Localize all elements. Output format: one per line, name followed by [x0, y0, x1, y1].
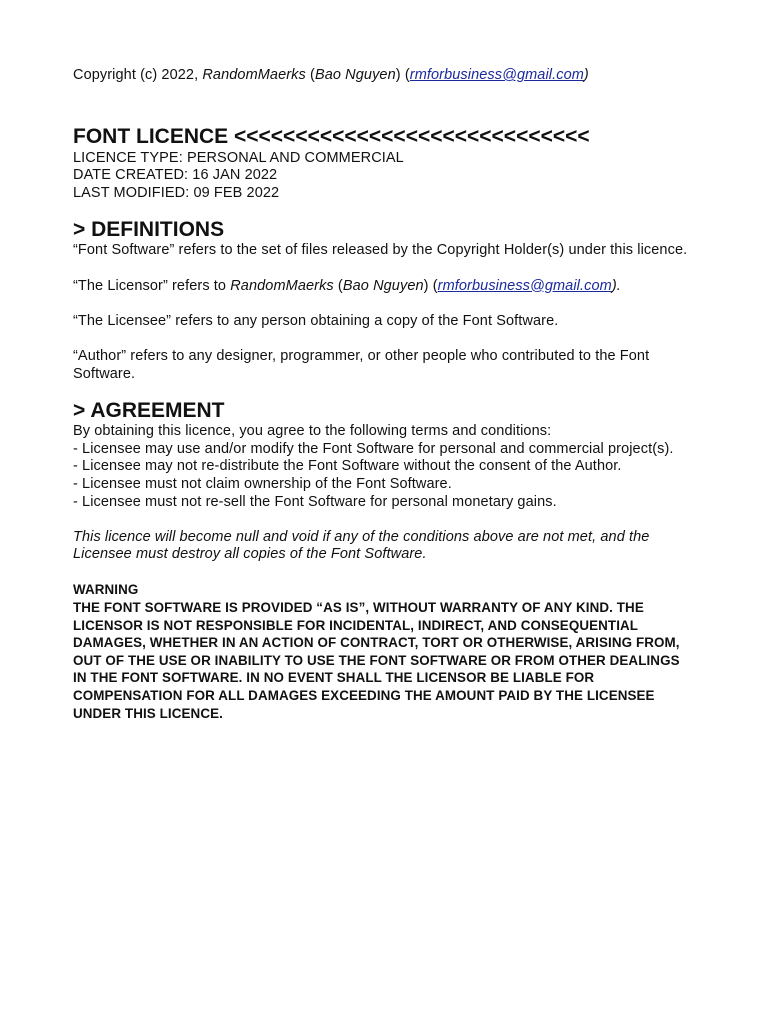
agreement-intro: By obtaining this licence, you agree to the following terms and conditions: — [73, 423, 552, 440]
licensor-real-name: Bao Nguyen — [342, 277, 424, 294]
definition-font-software: “Font Software” refers to the set of files released by the Copyright Holder(s) under this licence. — [73, 242, 688, 259]
last-modified: LAST MODIFIED: 09 FEB 2022 — [73, 184, 280, 201]
copyright-name: RandomMaerks — [202, 67, 306, 83]
agreement-term: - Licensee may not re-distribute the Font Software without the consent of the Author. — [73, 458, 622, 475]
document-content — [73, 67, 693, 722]
licensor-prefix: “The Licensor” refers to — [73, 277, 231, 294]
copyright-open-paren: ( — [305, 67, 315, 83]
licensor-close: ). — [611, 277, 621, 294]
date-created: DATE CREATED: 16 JAN 2022 — [73, 167, 278, 184]
licensor-email-link[interactable]: rmforbusiness@gmail.com — [437, 277, 612, 294]
licence-type: LICENCE TYPE: PERSONAL AND COMMERCIAL — [73, 149, 404, 166]
agreement-term: - Licensee must not claim ownership of the Font Software. — [73, 475, 452, 492]
licence-title-text: FONT LICENCE — [73, 124, 229, 148]
licensor-close-open: ) ( — [423, 277, 438, 294]
copyright-close-open: ) ( — [395, 67, 410, 83]
copyright-prefix: Copyright (c) 2022, — [73, 67, 203, 83]
agreement-term: - Licensee may use and/or modify the Font Software for personal and commercial project(s). — [73, 440, 674, 457]
licence-title-arrows: <<<<<<<<<<<<<<<<<<<<<<<<<<<<< — [228, 124, 590, 148]
agreement-heading: > AGREEMENT — [73, 399, 225, 423]
copyright-real-name: Bao Nguyen — [314, 67, 396, 83]
agreement-section — [73, 399, 693, 564]
definition-licensee: “The Licensee” refers to any person obtaining a copy of the Font Software. — [73, 312, 559, 329]
copyright-close: ) — [583, 67, 589, 83]
copyright-email-link[interactable]: rmforbusiness@gmail.com — [409, 67, 584, 83]
definition-licensor — [73, 278, 693, 296]
agreement-term: - Licensee must not re-sell the Font Software for personal monetary gains. — [73, 493, 557, 510]
warning-heading: WARNING — [73, 582, 139, 598]
licensor-name: RandomMaerks — [230, 277, 334, 294]
null-void-note — [73, 529, 693, 564]
definition-author: “Author” refers to any designer, programmer, or other people who contributed to the Font Software. — [73, 347, 650, 382]
licence-title — [73, 125, 693, 149]
definitions-section — [73, 218, 693, 383]
licence-meta — [73, 150, 693, 203]
definitions-heading: > DEFINITIONS — [73, 218, 225, 242]
null-void-text: This licence will become null and void if any of the conditions above are not met, and the Licensee must destroy all copies of the Font Software. — [73, 528, 650, 563]
copyright-line — [73, 67, 693, 85]
warning-body: THE FONT SOFTWARE IS PROVIDED “AS IS”, WITHOUT WARRANTY OF ANY KIND. THE LICENSOR IS NOT RESPONSIBLE FOR INCIDENTAL, INDIRECT, AND CONSEQUENTIAL DAMAGES, WHETHER IN AN ACTION OF CONTRACT, TORT OR OTHERWISE, ARISING FROM, OUT OF THE USE OR INABILITY TO USE THE FONT SOFTWARE OR FROM OTHER DEALINGS IN THE FONT SOFTWARE. IN NO EVENT SHALL THE LICENSOR BE LIABLE FOR COMPENSATION FOR ALL DAMAGES EXCEEDING THE AMOUNT PAID BY THE LICENSEE UNDER THIS LICENCE. — [73, 600, 680, 721]
licensor-open: ( — [333, 277, 343, 294]
